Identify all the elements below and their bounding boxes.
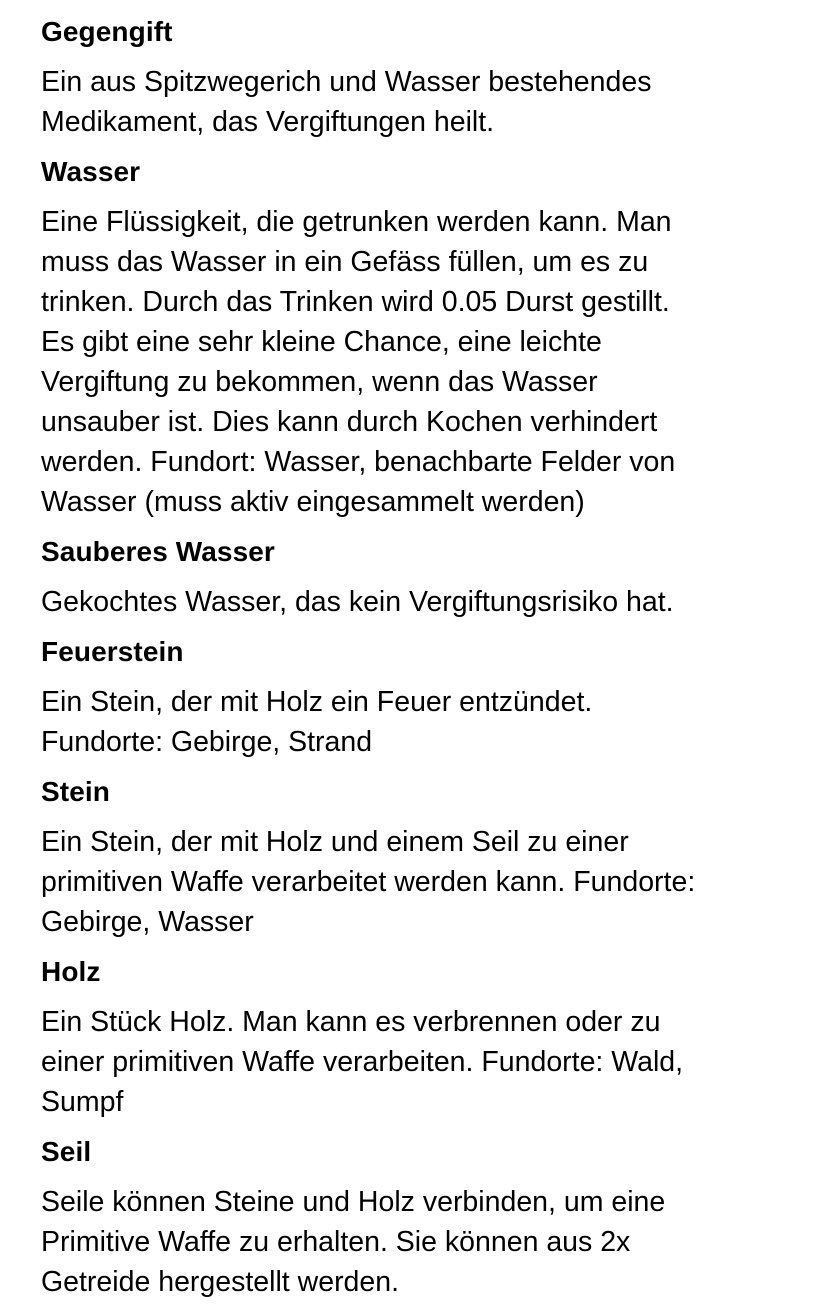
entry-description: Ein Stein, der mit Holz und einem Seil zu einer primitiven Waffe verarbeitet werden kann. Fundorte: Gebirge, Wasser bbox=[41, 826, 696, 938]
entry-description: Seile können Steine und Holz verbinden, um eine Primitive Waffe zu erhalten. Sie können aus 2x Getreide hergestellt werden. bbox=[41, 1186, 666, 1298]
item-list bbox=[41, 12, 801, 1312]
entry-gegengift bbox=[41, 12, 801, 142]
entry-feuerstein bbox=[41, 632, 801, 762]
entry-title: Gegengift bbox=[41, 16, 173, 47]
entry-sauberes-wasser bbox=[41, 532, 801, 622]
entry-seil bbox=[41, 1132, 801, 1302]
entry-wasser bbox=[41, 152, 801, 522]
entry-title: Sauberes Wasser bbox=[41, 536, 275, 567]
entry-title: Stein bbox=[41, 776, 110, 807]
entry-description: Ein Stück Holz. Man kann es verbrennen oder zu einer primitiven Waffe verarbeiten. Fundorte: Wald, Sumpf bbox=[41, 1006, 684, 1118]
entry-title: Seil bbox=[41, 1136, 92, 1167]
entry-description: Eine Flüssigkeit, die getrunken werden kann. Man muss das Wasser in ein Gefäss füllen, um es zu trinken. Durch das Trinken wird 0.05 Durst gestillt. Es gibt eine sehr kleine Chance, eine leichte Vergiftung zu bekommen, wenn das Wasser unsauber ist. Dies kann durch Kochen verhindert werden. Fundort: Wasser, benachbarte Felder von Wasser (muss aktiv eingesammelt werden) bbox=[41, 206, 676, 518]
entry-description: Ein Stein, der mit Holz ein Feuer entzündet. Fundorte: Gebirge, Strand bbox=[41, 686, 593, 758]
entry-description: Ein aus Spitzwegerich und Wasser bestehendes Medikament, das Vergiftungen heilt. bbox=[41, 66, 652, 138]
entry-holz bbox=[41, 952, 801, 1122]
entry-title: Holz bbox=[41, 956, 101, 987]
entry-title: Feuerstein bbox=[41, 636, 184, 667]
entry-title: Wasser bbox=[41, 156, 141, 187]
entry-stein bbox=[41, 772, 801, 942]
entry-description: Gekochtes Wasser, das kein Vergiftungsrisiko hat. bbox=[41, 586, 674, 618]
